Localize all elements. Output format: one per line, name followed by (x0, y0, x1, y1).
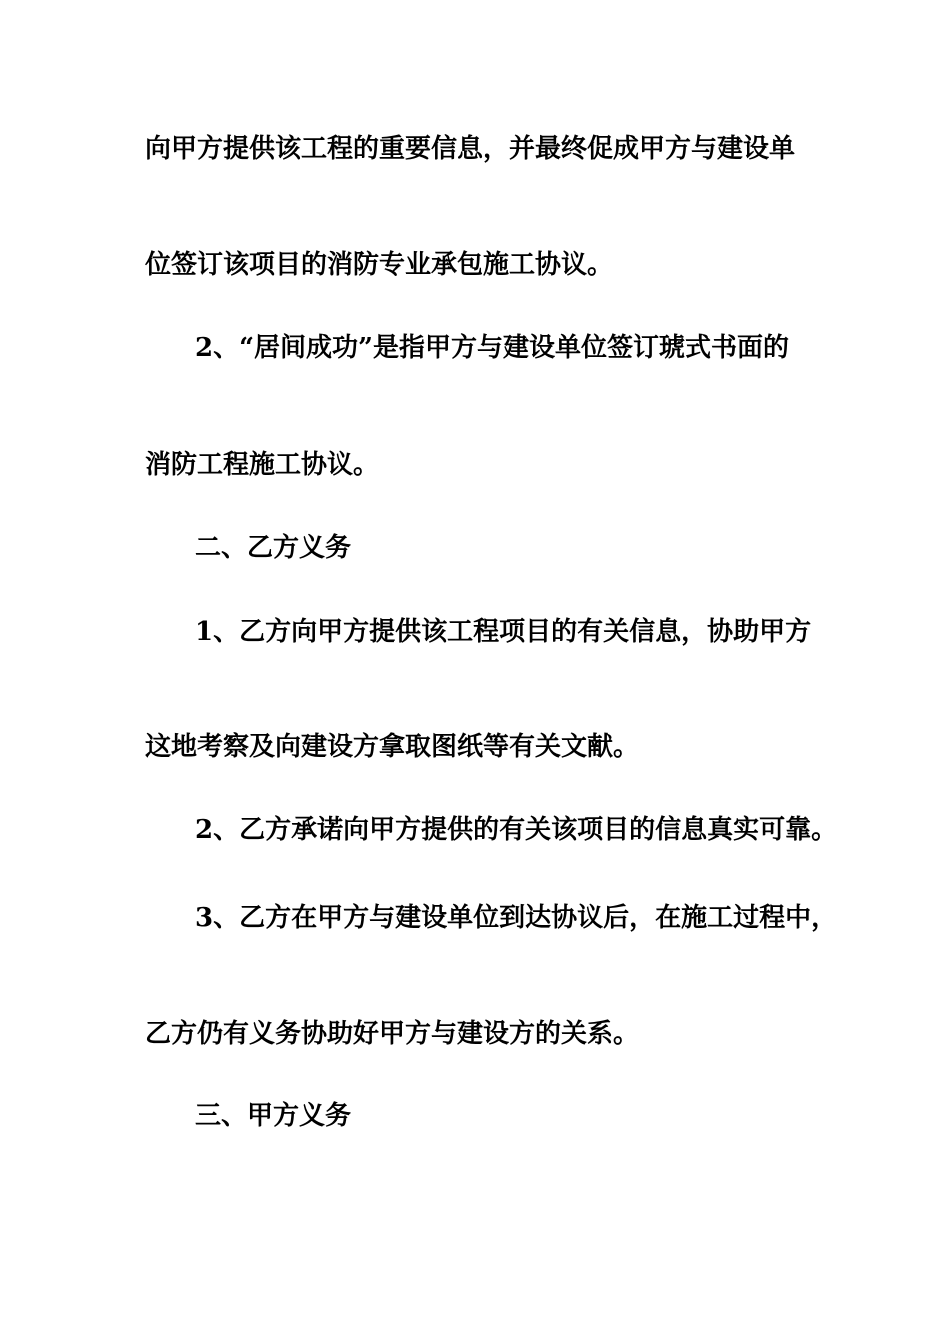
section-heading-3: 三、甲方义务 (195, 1101, 352, 1131)
paragraph-line-7: 这地考察及向建设方拿取图纸等有关文献。 (145, 732, 640, 762)
paragraph-line-2: 位签订该项目的消防专业承包施工协议。 (145, 250, 614, 280)
paragraph-line-10: 乙方仍有义务协助好甲方与建设方的关系。 (145, 1019, 640, 1049)
paragraph-line-8: 2、乙方承诺向甲方提供的有关该项目的信息真实可靠。 (195, 815, 838, 845)
paragraph-line-9: 3、乙方在甲方与建设单位到达协议后，在施工过程中， (195, 903, 838, 933)
paragraph-line-1: 向甲方提供该工程的重要信息，并最终促成甲方与建设单 (145, 134, 796, 164)
paragraph-line-4: 消防工程施工协议。 (145, 450, 380, 480)
paragraph-line-6: 1、乙方向甲方提供该工程项目的有关信息，协助甲方 (195, 617, 812, 647)
section-heading-2: 二、乙方义务 (195, 533, 352, 563)
paragraph-line-3: 2、“居间成功”是指甲方与建设单位签订琥式书面的 (195, 333, 790, 363)
